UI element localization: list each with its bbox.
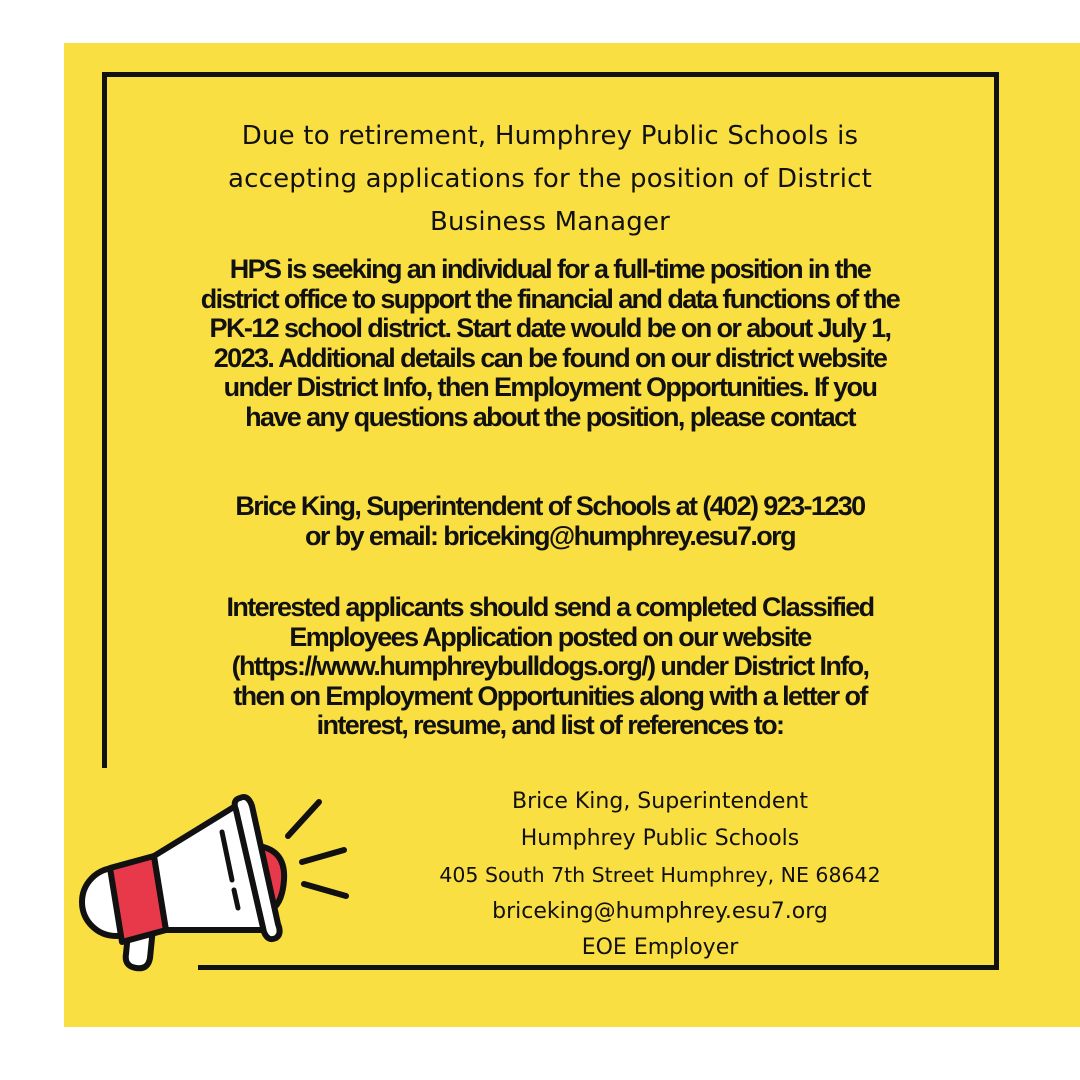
- contact-paragraph: [110, 492, 990, 551]
- instructions-line: then on Employment Opportunities along with a letter of: [233, 680, 867, 711]
- contact-name: Brice King, Superintendent: [512, 789, 808, 814]
- address-block: [380, 784, 940, 967]
- megaphone-icon: [72, 780, 362, 980]
- contact-email-line: or by email: briceking@humphrey.esu7.org: [305, 520, 795, 551]
- contact-line: Brice King, Superintendent of Schools at (402) 923-1230: [235, 491, 865, 521]
- instructions-paragraph: [110, 593, 990, 741]
- description-line: HPS is seeking an individual for a full-time position in the: [229, 254, 871, 284]
- contact-email: briceking@humphrey.esu7.org: [492, 898, 828, 924]
- description-paragraph: [110, 255, 990, 432]
- description-line: have any questions about the position, please contact: [245, 401, 855, 432]
- headline-line: Due to retirement, Humphrey Public Schools is: [241, 121, 859, 151]
- contact-organization: Humphrey Public Schools: [520, 825, 800, 851]
- headline-line: Business Manager: [429, 207, 671, 237]
- frame-right-border: [994, 72, 999, 970]
- frame-top-border: [102, 72, 999, 77]
- instructions-line: interest, resume, and list of references to:: [316, 710, 784, 740]
- instructions-line: (https://www.humphreybulldogs.org/) under District Info,: [231, 651, 869, 681]
- frame-left-border: [102, 72, 107, 768]
- instructions-line: Interested applicants should send a completed Classified: [226, 592, 874, 622]
- instructions-line: Employees Application posted on our website: [289, 621, 811, 652]
- headline: [110, 115, 990, 244]
- eoe-note: EOE Employer: [581, 935, 739, 960]
- description-line: district office to support the financial and data functions of the: [200, 283, 900, 314]
- headline-line: accepting applications for the position of District: [227, 164, 873, 194]
- contact-street-address: 405 South 7th Street Humphrey, NE 68642: [439, 863, 881, 887]
- description-line: 2023. Additional details can be found on our district website: [213, 342, 887, 373]
- description-line: PK-12 school district. Start date would be on or about July 1,: [209, 313, 891, 343]
- description-line: under District Info, then Employment Opportunities. If you: [223, 372, 877, 402]
